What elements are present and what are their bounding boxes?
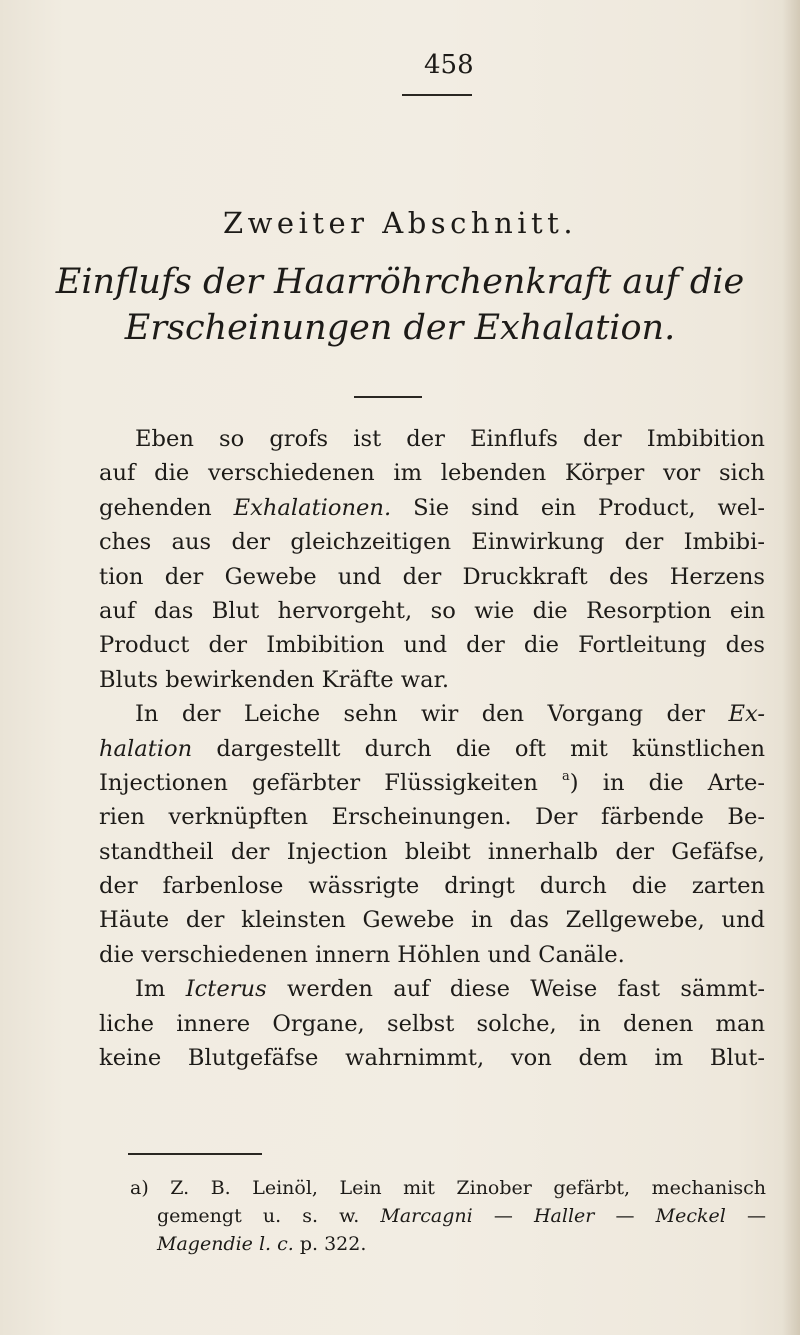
emphasis: halation [99, 735, 193, 762]
page-number-underline [402, 94, 472, 96]
body-line: standtheil der Injection bleibt innerhalb der Gefäfse, [99, 838, 765, 865]
emphasis: Ex- [728, 701, 765, 728]
footnote-line: gemengt u. s. w. Marcagni — Haller — Meckel — [157, 1205, 766, 1227]
footnote-line: Magendie l. c. p. 322. [157, 1233, 367, 1255]
body-line: Bluts bewirkenden Kräfte war. [99, 666, 450, 693]
body-line: der farbenlose wässrigte dringt durch die zarten [99, 873, 765, 900]
body-line: tion der Gewebe und der Druckkraft des Herzens [99, 563, 765, 590]
body-line: ches aus der gleichzeitigen Einwirkung der Imbibi- [99, 529, 765, 556]
body-line: auf die verschiedenen im lebenden Körper vor sich [99, 460, 765, 487]
body-line: Im Icterus werden auf diese Weise fast sämmt- [135, 976, 766, 1003]
body-text [99, 422, 765, 1075]
body-line: Product der Imbibition und der die Fortleitung des [99, 632, 765, 659]
chapter-title-line-2: Erscheinungen der Exhalation. [124, 308, 676, 348]
page-edge-shadow [782, 0, 800, 1335]
footnote-marker: a [562, 768, 570, 784]
footnote-line: a) Z. B. Leinöl, Lein mit Zinober gefärbt, mechanisch [130, 1177, 766, 1199]
chapter-title-line-1: Einflufs der Haarröhrchenkraft auf die [55, 262, 745, 302]
title-divider [354, 396, 422, 398]
page-number: 458 [424, 50, 474, 80]
footnote-divider [128, 1153, 262, 1155]
body-line: Eben so grofs ist der Einflufs der Imbibition [135, 426, 765, 452]
body-line: halation dargestellt durch die oft mit künstlichen [99, 735, 765, 762]
body-line: Häute der kleinsten Gewebe in das Zellgewebe, und [99, 907, 765, 934]
body-line: die verschiedenen innern Höhlen und Canäle. [99, 941, 625, 968]
emphasis: Exhalationen. [233, 494, 392, 521]
body-line: rien verknüpften Erscheinungen. Der färbende Be- [99, 804, 765, 831]
emphasis: Icterus [185, 976, 267, 1003]
section-title: Zweiter Abschnitt. [222, 206, 578, 240]
body-line: In der Leiche sehn wir den Vorgang der Ex- [135, 701, 765, 728]
footnote [130, 1174, 766, 1258]
body-line: auf das Blut hervorgeht, so wie die Resorption ein [99, 597, 765, 624]
body-line: liche innere Organe, selbst solche, in denen man [99, 1010, 765, 1037]
body-line: gehenden Exhalationen. Sie sind ein Product, wel- [99, 494, 766, 521]
body-line: Injectionen gefärbter Flüssigkeiten $^a$) in die Arte- [99, 768, 765, 796]
body-line: keine Blutgefäfse wahrnimmt, von dem im Blut- [99, 1045, 765, 1072]
